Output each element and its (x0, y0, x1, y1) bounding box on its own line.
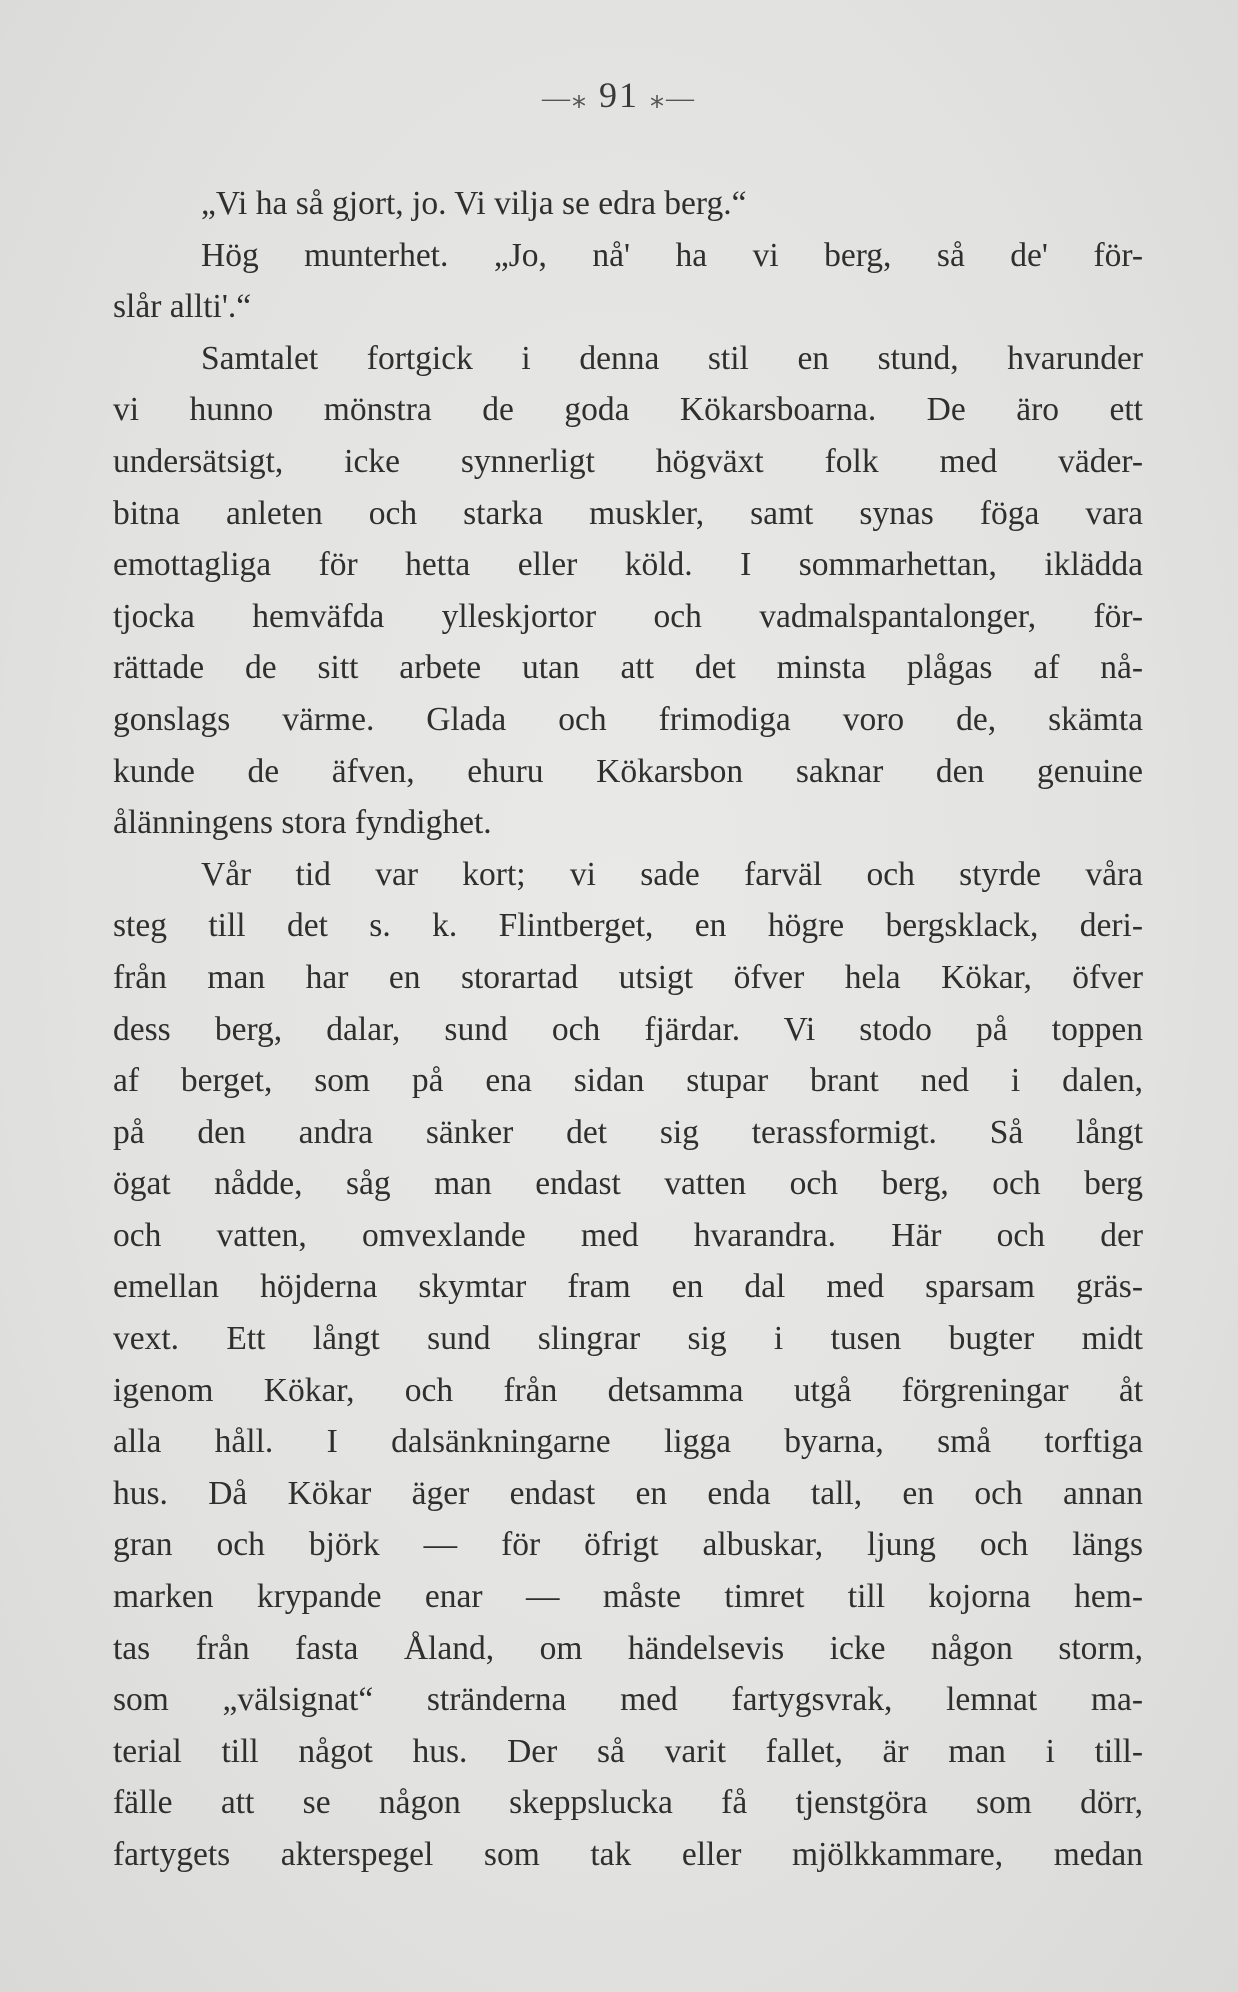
text-line: af berget, som på ena sidan stupar brant ned i dalen, (113, 1062, 1143, 1100)
text-line: kunde de äfven, ehuru Kökarsbon saknar den genuine (113, 752, 1143, 790)
text-line: hus. Då Kökar äger endast en enda tall, en och annan (113, 1474, 1143, 1512)
text-line: emellan höjderna skymtar fram en dal med sparsam gräs- (113, 1268, 1143, 1306)
page-number-header (0, 74, 1238, 116)
text-line: terial till något hus. Der så varit fallet, är man i till- (113, 1732, 1143, 1770)
ornament-left: — (542, 83, 572, 114)
text-line: igenom Kökar, och från detsamma utgå förgreningar åt (113, 1371, 1143, 1409)
text-line: undersätsigt, icke synnerligt högväxt folk med väder- (113, 442, 1143, 480)
text-line: vext. Ett långt sund slingrar sig i tusen bugter midt (113, 1320, 1143, 1358)
text-line: „Vi ha så gjort, jo. Vi vilja se edra berg.“ (201, 185, 747, 222)
text-line: och vatten, omvexlande med hvarandra. Här och der (113, 1216, 1143, 1254)
ornament-star-right: ⁎ (650, 83, 666, 114)
text-line: Vår tid var kort; vi sade farväl och styrde våra (201, 855, 1143, 893)
text-line: marken krypande enar — måste timret till kojorna hem- (113, 1578, 1143, 1616)
text-line: som „välsignat“ stränderna med fartygsvrak, lemnat ma- (113, 1681, 1143, 1719)
text-line: dess berg, dalar, sund och fjärdar. Vi stodo på toppen (113, 1010, 1143, 1048)
text-line: gran och björk — för öfrigt albuskar, ljung och längs (113, 1526, 1143, 1564)
ornament-right: — (666, 83, 696, 114)
text-line: vi hunno mönstra de goda Kökarsboarna. De äro ett (113, 391, 1143, 429)
ornament-star-left: ⁎ (572, 83, 588, 114)
text-line: ögat nådde, såg man endast vatten och berg, och berg (113, 1165, 1143, 1203)
text-line: slår allti'.“ (113, 288, 252, 326)
text-line: rättade de sitt arbete utan att det minsta plågas af nå- (113, 649, 1143, 687)
body-text (113, 178, 1143, 1881)
text-line: på den andra sänker det sig terassformigt. Så långt (113, 1113, 1143, 1151)
text-line: fartygets akterspegel som tak eller mjölkkammare, medan (113, 1836, 1143, 1873)
text-line: steg till det s. k. Flintberget, en högre bergsklack, deri- (113, 907, 1143, 945)
text-line: tas från fasta Åland, om händelsevis icke någon storm, (113, 1629, 1143, 1667)
text-line: från man har en storartad utsigt öfver hela Kökar, öfver (113, 958, 1143, 996)
text-line: Hög munterhet. „Jo, nå' ha vi berg, så de' för- (201, 236, 1143, 274)
text-line: emottagliga för hetta eller köld. I sommarhettan, iklädda (113, 546, 1143, 584)
text-line: tjocka hemväfda ylleskjortor och vadmalspantalonger, för- (113, 597, 1143, 635)
text-line: bitna anleten och starka muskler, samt synas föga vara (113, 494, 1143, 532)
text-line: alla håll. I dalsänkningarne ligga byarna, små torftiga (113, 1423, 1143, 1461)
text-line: ålänningens stora fyndighet. (113, 804, 492, 842)
text-line: Samtalet fortgick i denna stil en stund, hvarunder (201, 339, 1143, 377)
page-number: 91 (599, 75, 639, 115)
text-line: fälle att se någon skeppslucka få tjenstgöra som dörr, (113, 1784, 1143, 1822)
text-line: gonslags värme. Glada och frimodiga voro de, skämta (113, 700, 1143, 738)
